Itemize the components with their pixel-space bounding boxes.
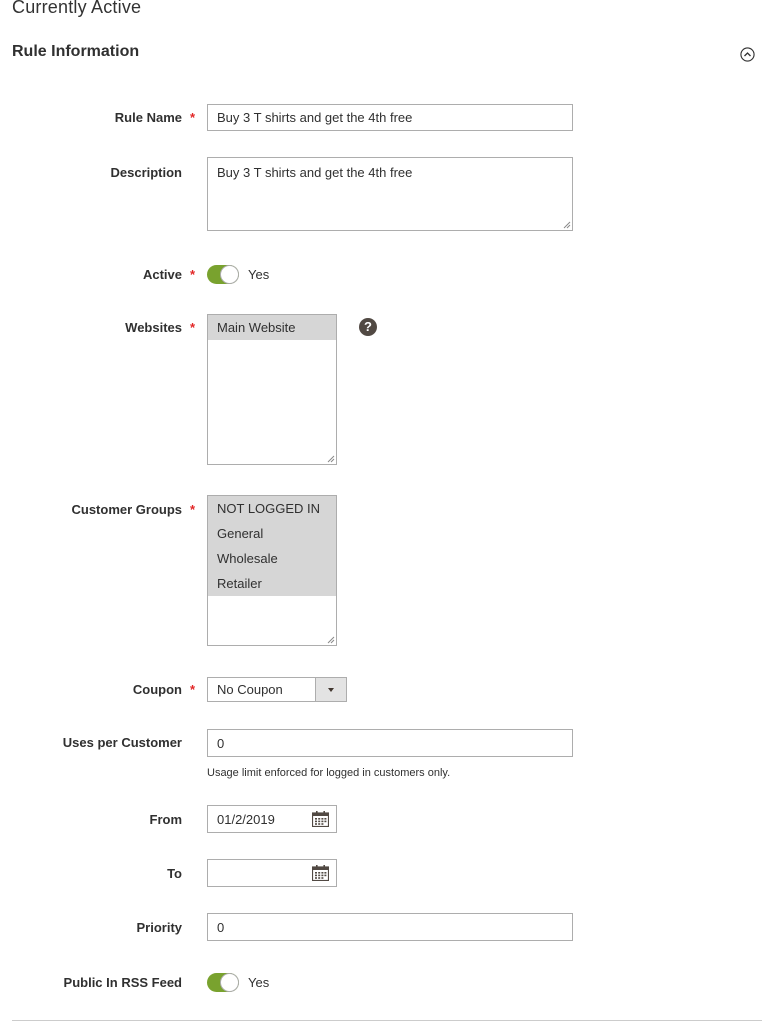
rss-feed-toggle[interactable]	[207, 973, 239, 992]
to-date-field[interactable]	[207, 859, 337, 887]
to-label: To	[167, 866, 182, 881]
from-date-value: 01/2/2019	[217, 812, 275, 827]
active-label: Active	[142, 267, 182, 282]
toggle-knob	[220, 973, 239, 992]
priority-input[interactable]	[207, 913, 573, 941]
websites-row	[0, 314, 774, 465]
description-row	[0, 157, 774, 231]
coupon-row	[0, 677, 774, 702]
select-toggle[interactable]	[315, 678, 346, 701]
active-toggle[interactable]	[207, 265, 239, 284]
chevron-up-circle-icon[interactable]	[740, 47, 755, 62]
resize-handle-icon[interactable]	[327, 455, 335, 463]
from-date-field[interactable]	[207, 805, 337, 833]
question-circle-icon[interactable]: ?	[359, 318, 377, 336]
uses-per-customer-label: Uses per Customer	[62, 735, 182, 750]
uses-per-customer-row	[0, 729, 774, 757]
websites-multiselect[interactable]	[207, 314, 337, 465]
description-label: Description	[110, 165, 182, 180]
rule-name-row	[0, 104, 774, 131]
priority-row	[0, 913, 774, 941]
from-label: From	[149, 812, 182, 827]
rule-name-input[interactable]	[207, 104, 573, 131]
required-mark: *	[190, 320, 196, 335]
customer-group-option[interactable]: Retailer	[208, 571, 336, 596]
section-divider	[12, 1020, 762, 1021]
uses-per-customer-input[interactable]	[207, 729, 573, 757]
chevron-down-icon	[328, 688, 334, 692]
resize-handle-icon[interactable]	[563, 221, 571, 229]
active-row	[0, 264, 774, 285]
description-textarea[interactable]	[207, 157, 573, 231]
description-text: Buy 3 T shirts and get the 4th free	[217, 165, 413, 180]
calendar-icon[interactable]	[312, 865, 329, 881]
required-mark: *	[190, 110, 196, 125]
rss-feed-label: Public In RSS Feed	[63, 975, 182, 990]
customer-group-option[interactable]: NOT LOGGED IN	[208, 496, 336, 521]
websites-label: Websites	[125, 320, 182, 335]
rss-feed-state-text: Yes	[248, 975, 270, 990]
section-title[interactable]: Rule Information	[12, 43, 140, 60]
customer-groups-row	[0, 495, 774, 646]
active-state-text: Yes	[248, 267, 270, 282]
customer-groups-multiselect[interactable]	[207, 495, 337, 646]
calendar-icon[interactable]	[312, 811, 329, 827]
toggle-knob	[220, 265, 239, 284]
resize-handle-icon[interactable]	[327, 636, 335, 644]
coupon-label: Coupon	[132, 682, 182, 697]
websites-option[interactable]: Main Website	[208, 315, 336, 340]
customer-groups-label: Customer Groups	[71, 502, 182, 517]
rule-name-label: Rule Name	[114, 110, 182, 125]
from-row	[0, 805, 774, 833]
uses-per-customer-note: Usage limit enforced for logged in customers only.	[207, 767, 451, 779]
to-row	[0, 859, 774, 887]
required-mark: *	[190, 682, 196, 697]
customer-group-option[interactable]: General	[208, 521, 336, 546]
coupon-selected-value: No Coupon	[217, 682, 283, 697]
priority-label: Priority	[136, 920, 182, 935]
customer-group-option[interactable]: Wholesale	[208, 546, 336, 571]
required-mark: *	[190, 267, 196, 282]
rss-feed-row	[0, 972, 774, 993]
coupon-select[interactable]	[207, 677, 347, 702]
page-title: Currently Active	[12, 0, 142, 17]
required-mark: *	[190, 502, 196, 517]
